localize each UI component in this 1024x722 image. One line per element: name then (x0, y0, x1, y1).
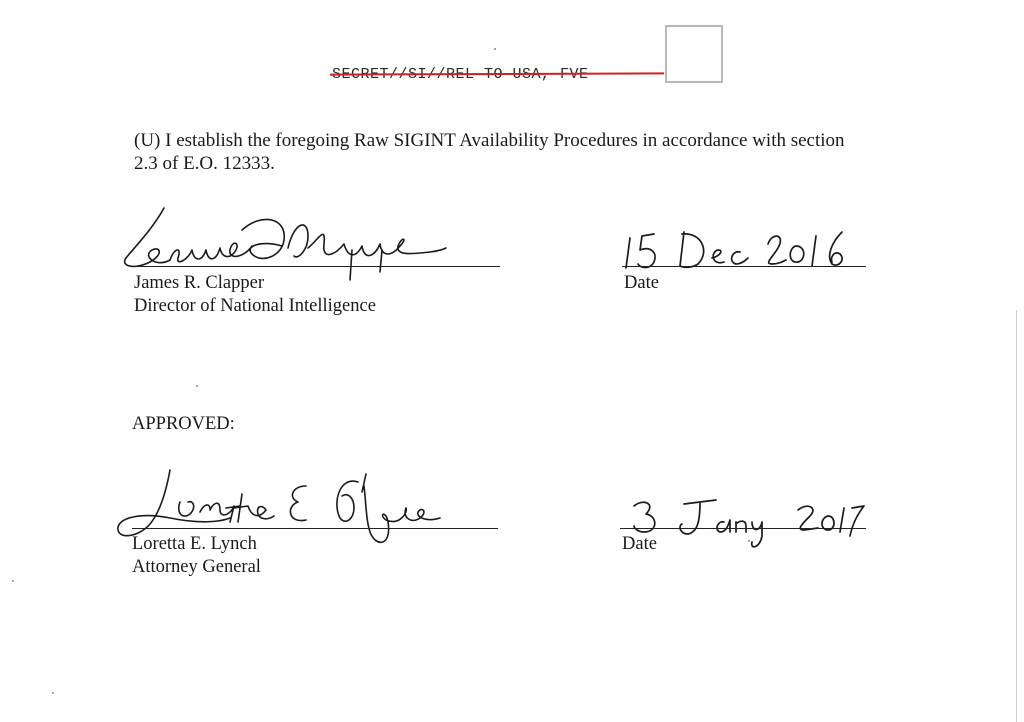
signatory-2-title: Attorney General (132, 557, 261, 577)
approved-label: APPROVED: (132, 414, 235, 434)
scan-speck (52, 692, 54, 694)
date-line-1 (622, 266, 866, 267)
date-label-1: Date (624, 273, 659, 293)
signature-line-1 (134, 266, 500, 267)
signatory-1-title: Director of National Intelligence (134, 296, 376, 316)
scan-speck (196, 385, 198, 387)
scan-speck (494, 48, 496, 50)
classification-box (665, 25, 723, 83)
date-line-2 (620, 528, 866, 529)
signatory-2-name: Loretta E. Lynch (132, 534, 257, 554)
handwritten-date-2 (624, 492, 864, 552)
signature-line-2 (132, 528, 498, 529)
establishment-paragraph: (U) I establish the foregoing Raw SIGINT Availability Procedures in accordance with section 2.3 of E.O. 12333. (134, 130, 845, 174)
scan-speck (12, 580, 14, 582)
signatory-1-name: James R. Clapper (134, 273, 264, 293)
date-label-2: Date (622, 534, 657, 554)
scan-edge-line (1016, 310, 1017, 722)
scan-speck (748, 540, 750, 542)
